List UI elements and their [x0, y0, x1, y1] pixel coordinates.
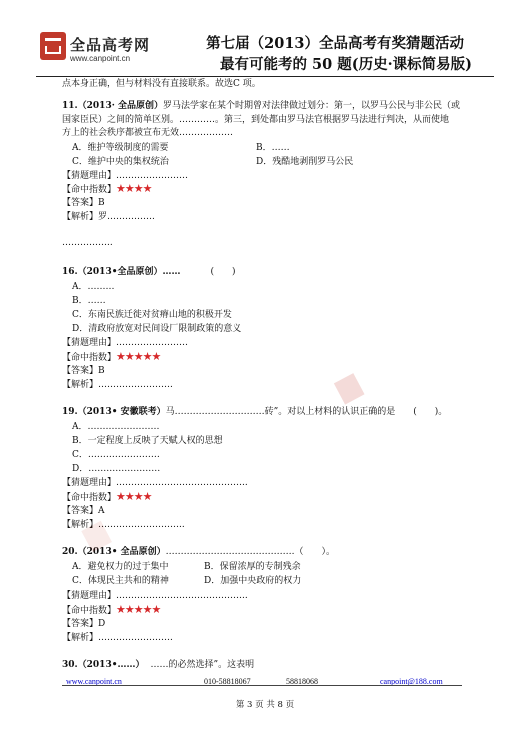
- q19-head: 19.（2013• 安徽联考）: [62, 407, 166, 417]
- q16-head: 16.（2013•全品原创）……: [62, 267, 181, 277]
- q11-text2: 国家臣民）之间的简单区别。…………。第三，到处都由罗马法官根据罗马法进行判决，从而使地: [62, 115, 450, 125]
- q11-trail: ……………..: [62, 238, 113, 248]
- q20-reason: [62, 590, 248, 602]
- header-title-line2: 最有可能考的 50 题(历史·课标简易版): [219, 56, 472, 73]
- page-header: [36, 24, 494, 74]
- canpoint-watermark: [327, 296, 496, 424]
- q16-hit-stars: ★★★★★: [116, 350, 161, 363]
- canpoint-logo: [36, 24, 156, 70]
- q30-head: 30.（2013•……）: [62, 660, 145, 670]
- q16-hit-label: 【命中指数】: [62, 353, 117, 363]
- q16-hit: [62, 351, 160, 364]
- q20-option-c: C．体现民主共和的精神: [72, 576, 169, 586]
- q11-hit: [62, 183, 151, 196]
- q16-analysis: 【解析】…………………….: [62, 380, 173, 390]
- q20-hit-label: 【命中指数】: [62, 606, 117, 616]
- q19-option-a: A．……………………: [72, 422, 160, 432]
- q19-line: [62, 406, 482, 418]
- q16-reason-dots: ……………………: [116, 338, 189, 348]
- page-number: 第 3 页 共 8 页: [235, 700, 295, 710]
- q16-reason: [62, 337, 188, 349]
- q11-text1: 罗马法学家在某个时期曾对法律做过划分：第一，以罗马公民与非公民（或: [162, 101, 460, 111]
- header-title-line1: 第七届（2013）全品高考有奖猜题活动: [206, 35, 464, 52]
- q11-reason-dots: ……………………: [116, 171, 189, 181]
- q19-analysis: 【解析】………………………..: [62, 520, 185, 530]
- q11-head: 11.（2013· 全品原创）: [62, 101, 163, 111]
- q11-hit-stars: ★★★★: [116, 182, 152, 195]
- q19-option-b: B．一定程度上反映了天赋人权的思想: [72, 436, 223, 446]
- q11-analysis: 【解析】罗…………….: [62, 212, 155, 222]
- footer-email-link[interactable]: canpoint@188.com: [380, 677, 443, 686]
- q19-hit-stars: ★★★★: [116, 490, 152, 503]
- q11-line1: [62, 100, 482, 112]
- q11-reason-label: 【猜题理由】: [62, 171, 117, 181]
- q16-paren: ( ): [210, 267, 236, 277]
- q16-reason-label: 【猜题理由】: [62, 338, 117, 348]
- q11-option-a: A．维护等级制度的需要: [72, 143, 169, 153]
- q19-option-d: D．……………………: [72, 464, 161, 474]
- q16-option-d: D．清政府放宽对民间设厂限制政策的意义: [72, 324, 242, 334]
- q30-line: [62, 659, 482, 671]
- q20-reason-dots: ……………………………………..: [116, 591, 248, 601]
- q16-option-a: A．………: [72, 282, 115, 292]
- footer-website-link[interactable]: www.canpoint.cn: [66, 677, 122, 686]
- q20-head: 20.（2013• 全品原创）: [62, 547, 166, 557]
- q20-hit: [62, 604, 160, 617]
- logo-text: 全品高考网: [70, 36, 151, 54]
- q20-option-d: D．加强中央政府的权力: [204, 576, 302, 586]
- q11-option-b: B．……: [256, 143, 290, 153]
- footer-phone1: 010-58818067: [204, 677, 251, 686]
- q20-option-b: B．保留浓厚的专制残余: [204, 562, 301, 572]
- q19-text: 马…………………………砖”。对以上材料的认识正确的是: [165, 407, 396, 417]
- q11-hit-label: 【命中指数】: [62, 185, 117, 195]
- q19-hit-label: 【命中指数】: [62, 493, 117, 503]
- q20-reason-label: 【猜题理由】: [62, 591, 117, 601]
- logo-icon: [40, 32, 66, 60]
- footer-phone2: 58818068: [286, 677, 318, 686]
- q30-text: ……的必然选择”。这表明: [150, 660, 255, 670]
- q11-option-c: C．维护中央的集权统治: [72, 157, 169, 167]
- watermark-logo-icon: [334, 373, 365, 405]
- q11-option-d: D．残酷地剥削罗马公民: [256, 157, 354, 167]
- q19-paren: ( )。: [413, 407, 448, 417]
- q16-line: [62, 266, 482, 278]
- logo-url: www.canpoint.cn: [70, 54, 131, 63]
- q16-answer: 【答案】B: [62, 366, 105, 376]
- q16-option-b: B．……: [72, 296, 106, 306]
- q20-option-a: A．避免权力的过于集中: [72, 562, 169, 572]
- header-divider: [36, 76, 494, 77]
- q20-analysis: 【解析】…………………….: [62, 633, 173, 643]
- q20-hit-stars: ★★★★★: [116, 603, 161, 616]
- q11-text3: 方上的社会秩序都被宣布无效………………: [62, 128, 234, 138]
- q19-option-c: C．……………………: [72, 450, 160, 460]
- q16-option-c: C．东南民族迁徙对贫瘠山地的积极开发: [72, 310, 232, 320]
- q20-answer: 【答案】D: [62, 619, 106, 629]
- q11-reason: [62, 170, 188, 182]
- intro-line: 点本身正确，但与材料没有直接联系。故选C 项。: [62, 79, 261, 89]
- footer-divider: [62, 685, 462, 686]
- q19-answer: 【答案】A: [62, 506, 105, 516]
- q19-reason-label: 【猜题理由】: [62, 478, 117, 488]
- q11-answer: 【答案】B: [62, 198, 105, 208]
- q20-text: …………………………………….（ ）。: [165, 547, 335, 557]
- q19-reason-dots: ……………………………………..: [116, 478, 248, 488]
